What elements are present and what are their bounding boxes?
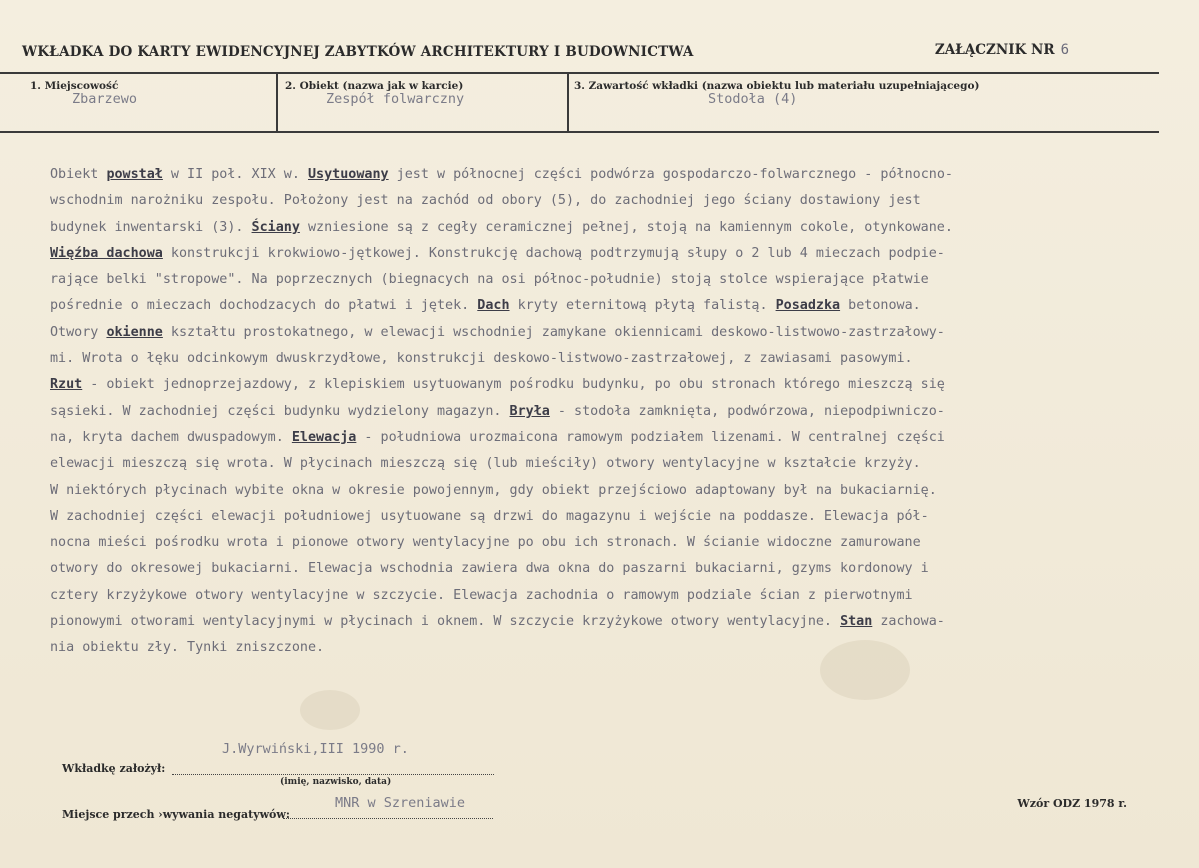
description-text xyxy=(50,162,1188,662)
founded-by-line xyxy=(172,774,494,775)
keyword: Bryła xyxy=(509,403,550,419)
keyword: Rzut xyxy=(50,377,83,393)
text-line xyxy=(50,530,1188,556)
text-segment: - południowa urozmaicona ramowym podziałem lizenami. W centralnej części xyxy=(356,429,945,445)
keyword: Posadzka xyxy=(775,298,841,314)
text-segment: nia obiektu zły. Tynki zniszczone. xyxy=(50,640,325,656)
text-line xyxy=(50,372,1188,398)
keyword: Więźba dachowa xyxy=(50,245,163,261)
keyword: okienne xyxy=(106,324,163,340)
keyword: Elewacja xyxy=(291,429,357,445)
field-divider xyxy=(276,74,278,132)
content-value: Stodoła (4) xyxy=(708,91,798,107)
text-segment: betonowa. xyxy=(840,298,921,314)
text-line xyxy=(50,609,1188,635)
text-line xyxy=(50,346,1188,372)
header-bottom-rule xyxy=(0,131,1159,133)
text-segment: cztery krzyżykowe otwory wentylacyjne w szczycie. Elewacja zachodnia o ramowym podziale ścian z pierwotnymi xyxy=(50,587,913,603)
locality-label: 1. Miejscowość xyxy=(30,80,119,92)
negatives-location-value: MNR w Szreniawie xyxy=(335,795,466,811)
header-top-rule xyxy=(0,72,1159,74)
text-line xyxy=(50,478,1188,504)
text-line xyxy=(50,215,1188,241)
negatives-location-label: Miejsce przech ›wywania negatywów: xyxy=(62,808,290,821)
keyword: powstał xyxy=(106,167,163,182)
text-segment: W niektórych płycinach wybite okna w okresie powojennym, gdy obiekt przejściowo adaptowany był na bukaciarnię. xyxy=(50,482,937,498)
form-code: Wzór ODZ 1978 r. xyxy=(1017,797,1127,810)
text-segment: kształtu prostokatnego, w elewacji wschodniej zamykane okiennicami deskowo-listwowo-zastrzałowy- xyxy=(162,324,945,340)
text-segment: elewacji mieszczą się wrota. W płycinach mieszczą się (lub mieściły) otwory wentylacyjne w kształcie krzyży. xyxy=(50,456,921,472)
text-segment: na, kryta dachem dwuspadowym. xyxy=(50,429,292,445)
text-line xyxy=(50,241,1188,267)
paper-stain xyxy=(300,690,360,730)
text-segment: wschodnim narożniku zespołu. Położony jest na zachód od obory (5), do zachodniej jego ściany dostawiony jest xyxy=(50,193,921,209)
text-line xyxy=(50,635,1188,661)
text-line xyxy=(50,188,1188,214)
text-line xyxy=(50,583,1188,609)
text-segment: rające belki "stropowe". Na poprzecznych (biegnacych na osi północ-południe) stoją stolce wspierające płatwie xyxy=(50,272,929,288)
text-segment: zachowa- xyxy=(872,614,945,630)
annex-label xyxy=(935,42,1069,58)
text-segment: kryty eternitową płytą falistą. xyxy=(509,298,776,314)
keyword: Ściany xyxy=(251,219,300,235)
text-line xyxy=(50,399,1188,425)
text-segment: w II poł. XIX w. xyxy=(162,167,308,182)
text-segment: Obiekt xyxy=(50,167,107,182)
text-line xyxy=(50,267,1188,293)
annex-label-text: ZAŁĄCZNIK NR xyxy=(934,42,1055,58)
text-segment: nocna mieści pośrodku wrota i pionowe otwory wentylacyjne po obu ich stronach. W ścianie widoczne zamurowane xyxy=(50,535,921,551)
text-segment: - stodoła zamknięta, podwórzowa, niepodpiwniczo- xyxy=(549,403,945,419)
text-segment: sąsieki. W zachodniej części budynku wydzielony magazyn. xyxy=(50,403,510,419)
locality-value: Zbarzewo xyxy=(72,91,138,107)
text-segment: pośrednie o mieczach dochodzacych do płatwi i jętek. xyxy=(50,298,478,314)
object-label: 2. Obiekt (nazwa jak w karcie) xyxy=(285,80,464,92)
keyword: Stan xyxy=(840,614,873,630)
annex-number: 6 xyxy=(1060,42,1069,58)
text-segment: konstrukcji krokwiowo-jętkowej. Konstrukcję dachową podtrzymują słupy o 2 lub 4 mieczach podpie- xyxy=(162,245,945,261)
text-line xyxy=(50,451,1188,477)
text-line xyxy=(50,425,1188,451)
text-segment: pionowymi otworami wentylacyjnymi w płycinach i oknem. W szczycie krzyżykowe otwory wentylacyjne. xyxy=(50,614,841,630)
text-segment: jest w północnej części podwórza gospodarczo-folwarcznego - północno- xyxy=(388,167,953,182)
content-label: 3. Zawartość wkładki (nazwa obiektu lub materiału uzupełniającego) xyxy=(574,80,980,92)
text-segment: budynek inwentarski (3). xyxy=(50,219,252,235)
text-line xyxy=(50,556,1188,582)
text-line xyxy=(50,293,1188,319)
text-segment: otwory do okresowej bukaciarni. Elewacja wschodnia zawiera dwa okna do paszarni bukaciarni, gzyms kordonowy i xyxy=(50,561,929,577)
text-segment: wzniesione są z cegły ceramicznej pełnej, stoją na kamiennym cokole, otynkowane. xyxy=(299,219,953,235)
text-line xyxy=(50,320,1188,346)
text-line xyxy=(50,504,1188,530)
keyword: Usytuowany xyxy=(308,167,389,182)
text-segment: W zachodniej części elewacji południowej usytuowane są drzwi do magazynu i wejście na poddasze. Elewacja pół- xyxy=(50,508,929,524)
negatives-location-line xyxy=(283,818,493,819)
text-line xyxy=(50,162,1188,188)
founded-by-label: Wkładkę założył: xyxy=(62,762,166,775)
founded-by-value: J.Wyrwiński,III 1990 r. xyxy=(222,741,409,757)
page-title: WKŁADKA DO KARTY EWIDENCYJNEJ ZABYTKÓW ARCHITEKTURY I BUDOWNICTWA xyxy=(22,44,694,60)
object-value: Zespół folwarczny xyxy=(326,91,465,107)
text-segment: Otwory xyxy=(50,324,107,340)
founded-by-hint: (imię, nazwisko, data) xyxy=(280,777,392,787)
text-segment: mi. Wrota o łęku odcinkowym dwuskrzydłowe, konstrukcji deskowo-listwowo-zastrzałowej, z zawiasami pasowymi. xyxy=(50,351,913,367)
keyword: Dach xyxy=(477,298,510,314)
field-divider xyxy=(567,74,569,132)
text-segment: - obiekt jednoprzejazdowy, z klepiskiem usytuowanym pośrodku budynku, po obu stronach którego mieszczą się xyxy=(82,377,945,393)
